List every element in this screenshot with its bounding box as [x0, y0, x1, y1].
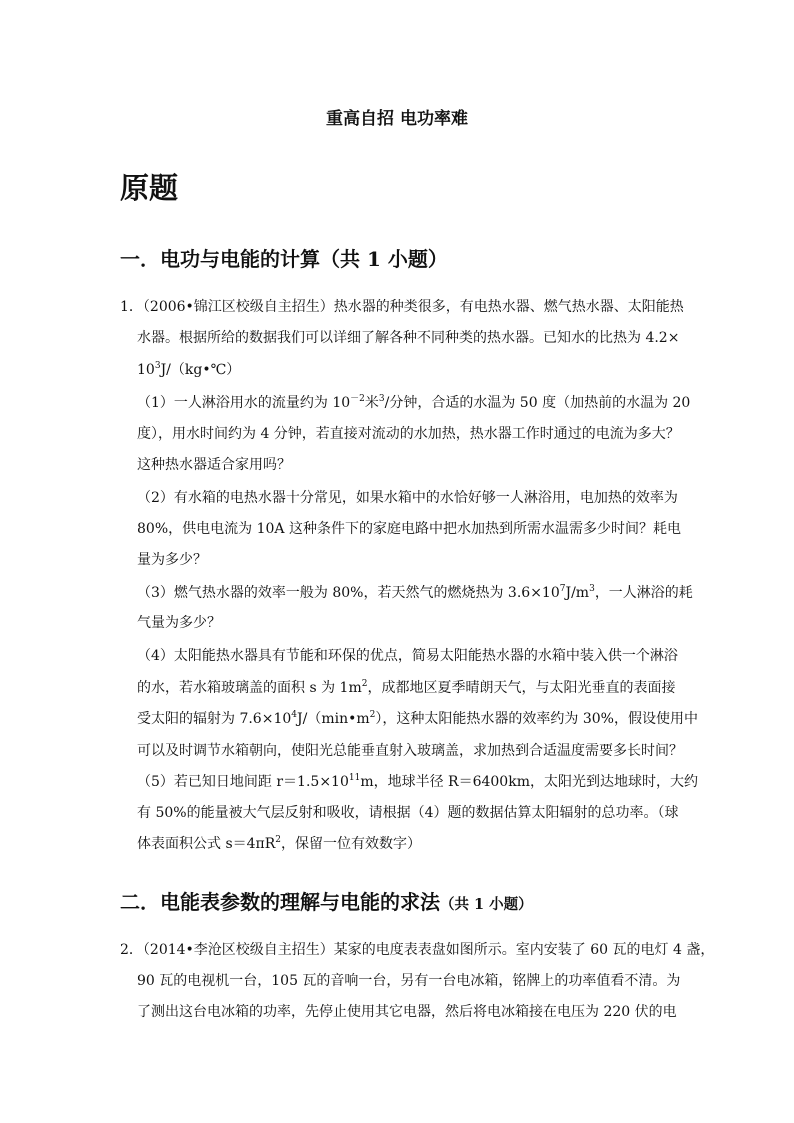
q2-line: 2．（2014•李沧区校级自主招生）某家的电度表表盘如图所示。室内安装了 60 瓦的电灯 4 盏， [120, 942, 715, 958]
document-title: 重高自招 电功率难 [326, 109, 468, 129]
q1-line: 度），用水时间约为 4 分钟，若直接对流动的水加热，热水器工作时通过的电流为多大？ [137, 426, 680, 442]
section-heading-1: 一．电功与电能的计算（共 1 小题） [120, 247, 448, 271]
q1-line: 1．（2006•锦江区校级自主招生）热水器的种类很多，有电热水器、燃气热水器、太阳能热 [120, 299, 684, 315]
q1-line: 量为多少？ [137, 552, 207, 568]
q1-line: （2）有水箱的电热水器十分常见，如果水箱中的水恰好够一人淋浴用，电加热的效率为 [137, 490, 678, 506]
q1-line: （5）若已知日地间距 $r=1.5\times 10^{11}m$，地球半径 R＝6400km，太阳光到达地球时，大约 [137, 773, 698, 790]
q1-line: 受太阳的辐射为 $7.6\times 10^4J/(\min•m^2)$，这种太阳能热水器的效率约为 30%，假设使用中 [137, 710, 698, 727]
q1-line: $10^3J/(kg•℃)$ [137, 361, 241, 378]
q1-line: 水器。根据所给的数据我们可以详细了解各种不同种类的热水器。已知水的比热为 4.2× [137, 330, 680, 346]
q1-line: 这种热水器适合家用吗？ [137, 457, 291, 473]
q1-line: 的水，若水箱玻璃盖的面积 s 为 $1m^2$，成都地区夏季晴朗天气，与太阳光垂直的表面接 [137, 679, 676, 696]
q1-line: （1）一人淋浴用水的流量约为 $10^{-2}$米$^3$/分钟，合适的水温为 50 度（加热前的水温为 20 [137, 394, 691, 411]
section-heading-2: 二．电能表参数的理解与电能的求法（共 1 小题） [120, 890, 533, 914]
q1-line: 体表面积公式 $s=4\pi R^2$，保留一位有效数字） [137, 835, 422, 852]
q1-line: （3）燃气热水器的效率一般为 80%，若天然气的燃烧热为 $3.6\times 10^7J/m^3$，一人淋浴的耗 [137, 584, 693, 601]
q1-line: 80%，供电电流为 10A 这种条件下的家庭电路中把水加热到所需水温需多少时间？耗电 [137, 521, 681, 537]
q1-line: 可以及时调节水箱朝向，使阳光总能垂直射入玻璃盖，求加热到合适温度需要多长时间？ [137, 743, 683, 759]
heading-original-questions: 原题 [120, 171, 179, 205]
q1-line: 有 50%的能量被大气层反射和吸收，请根据（4）题的数据估算太阳辐射的总功率。（球 [137, 805, 679, 821]
q2-line: 了测出这台电冰箱的功率，先停止使用其它电器，然后将电冰箱接在电压为 220 伏的电 [137, 1004, 677, 1020]
q1-line: （4）太阳能热水器具有节能和环保的优点，简易太阳能热水器的水箱中装入供一个淋浴 [137, 648, 678, 664]
q1-line: 气量为多少？ [137, 615, 221, 631]
q2-line: 90 瓦的电视机一台，105 瓦的音响一台，另有一台电冰箱，铭牌上的功率值看不清。为 [137, 973, 681, 989]
